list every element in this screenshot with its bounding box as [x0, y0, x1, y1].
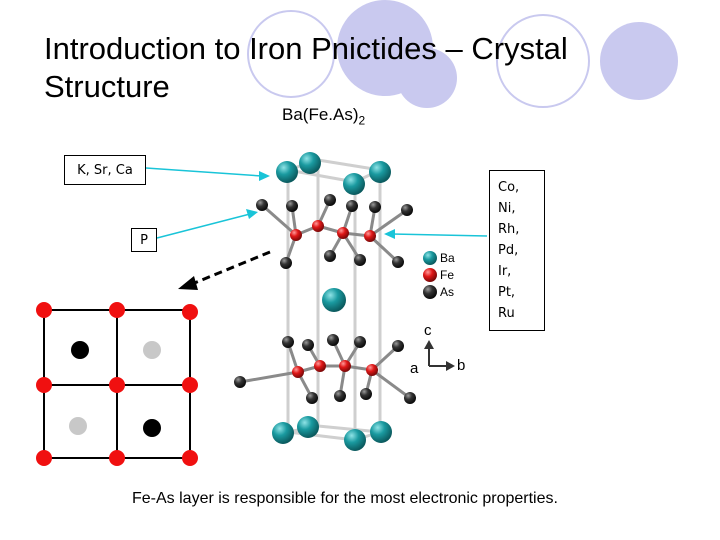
dopant-fe-item: Ru	[498, 306, 515, 321]
dopant-fe-item: Rh,	[498, 222, 520, 237]
dopant-label-ba-site: K, Sr, Ca	[64, 155, 146, 185]
dopant-label-fe-site	[489, 170, 545, 331]
dashed-arrow	[178, 252, 270, 290]
dopant-label-as-site: P	[131, 228, 157, 252]
legend-label-ba: Ba	[440, 251, 455, 265]
dopant-fe-item: Ni,	[498, 201, 516, 216]
formula-base: Ba(Fe.As)	[282, 105, 359, 124]
caption: Fe-As layer is responsible for the most electronic properties.	[132, 490, 558, 507]
axis-label-b: b	[457, 357, 466, 374]
formula-subscript: 2	[358, 113, 366, 128]
slide-title: Introduction to Iron Pnictides – Crystal Structure	[44, 31, 568, 104]
dopant-fe-item: Pt,	[498, 285, 516, 300]
axis-label-a: a	[410, 360, 419, 377]
dopant-fe-item: Ir,	[498, 264, 512, 279]
legend-dots	[423, 251, 437, 299]
dopant-fe-item: Pd,	[498, 243, 519, 258]
dopant-fe-item: Co,	[498, 180, 520, 195]
axis-arrows	[424, 340, 455, 371]
legend-label-as: As	[440, 285, 455, 299]
axis-label-c: c	[424, 322, 432, 339]
legend-label-fe: Fe	[440, 268, 455, 282]
